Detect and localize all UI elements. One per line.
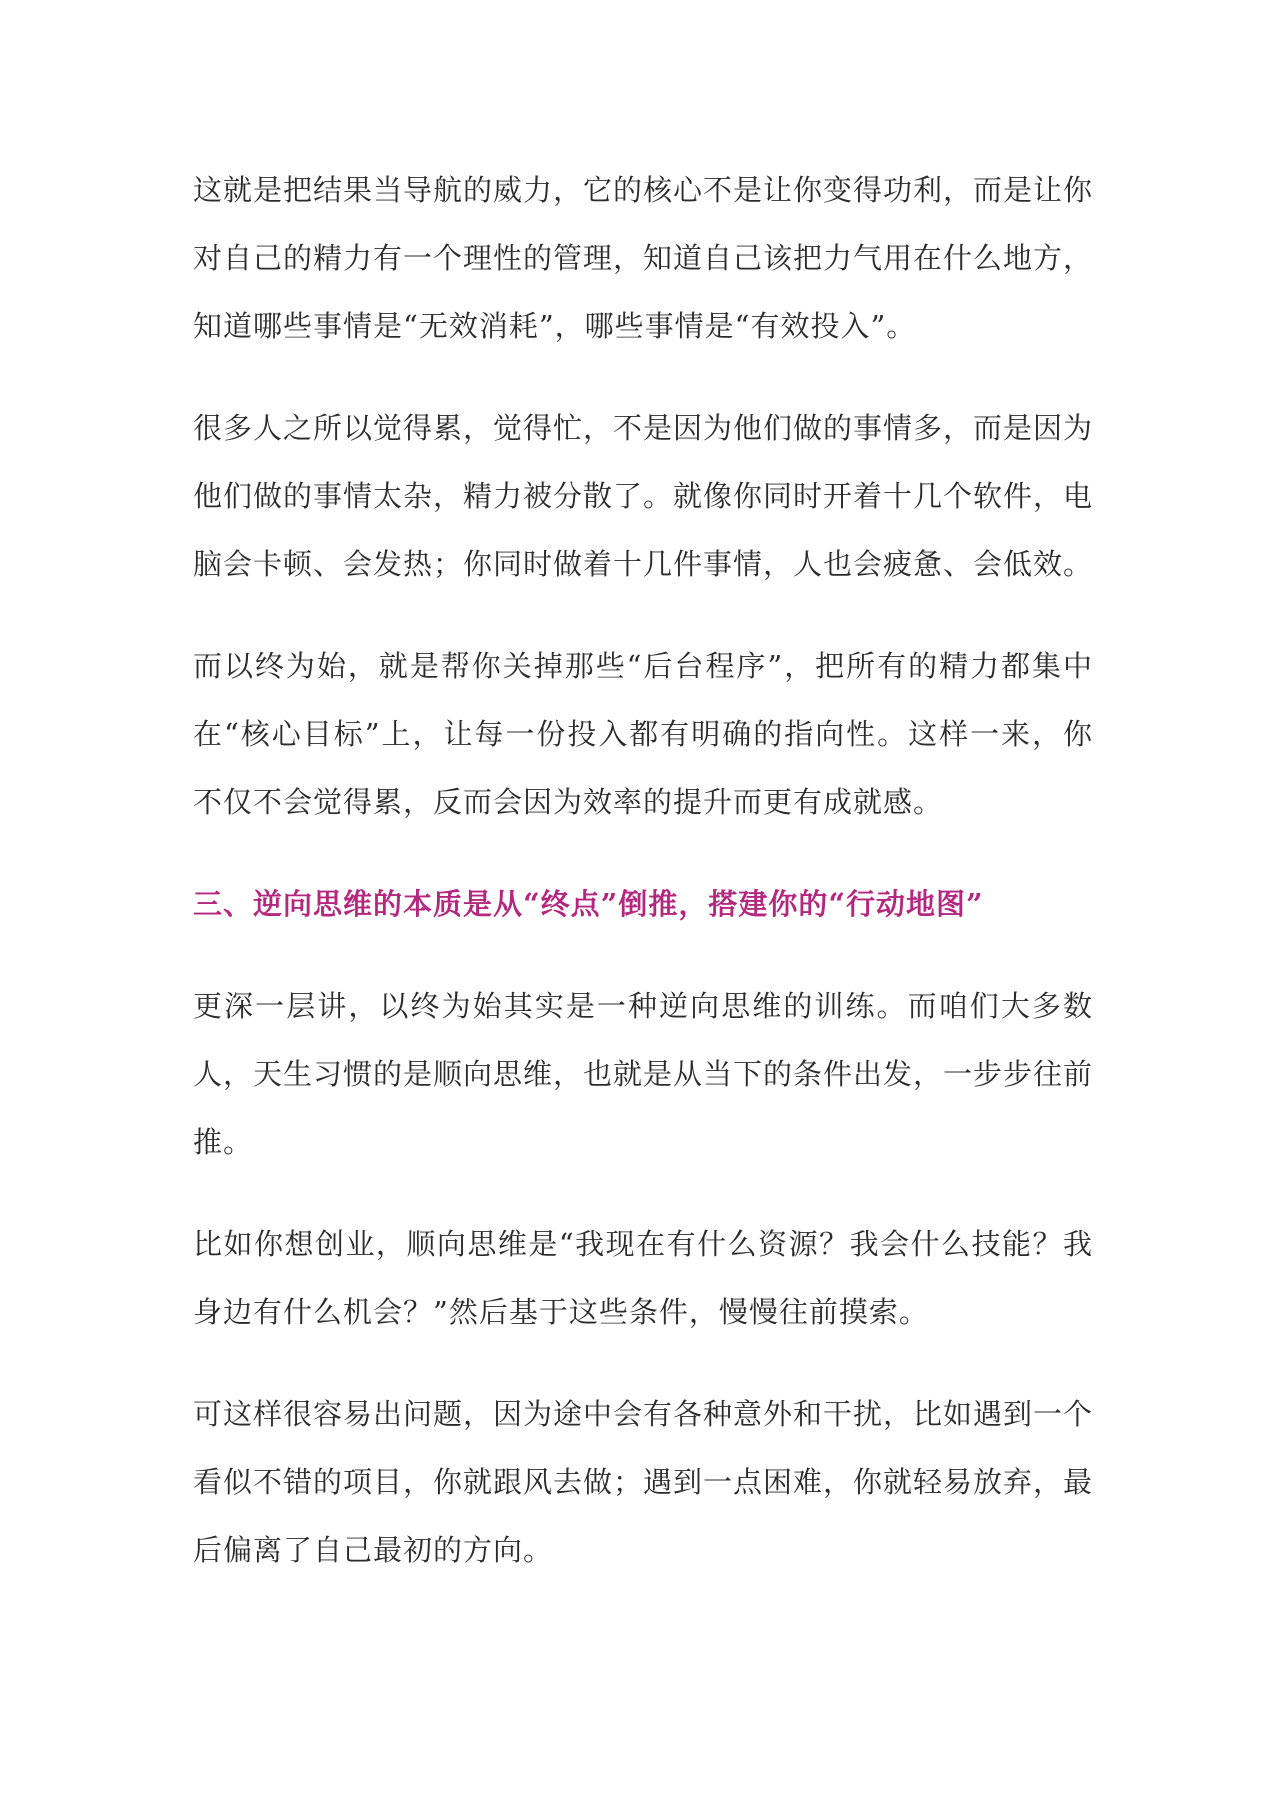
paragraph-begin-with-end: 而以终为始，就是帮你关掉那些“后台程序”，把所有的精力都集中在“核心目标”上，让每一份投入都有明确的指向性。这样一来，你不仅不会觉得累，反而会因为效率的提升而更有成就感。 <box>193 649 1093 819</box>
paragraph-startup-example: 比如你想创业，顺向思维是“我现在有什么资源？我会什么技能？我身边有什么机会？”然后基于这些条件，慢慢往前摸索。 <box>193 1227 1093 1329</box>
paragraph-result-navigation: 这就是把结果当导航的威力，它的核心不是让你变得功利，而是让你对自己的精力有一个理性的管理，知道自己该把力气用在什么地方，知道哪些事情是“无效消耗”，哪些事情是“有效投入”。 <box>193 173 1094 343</box>
paragraph-reverse-thinking: 更深一层讲，以终为始其实是一种逆向思维的训练。而咱们大多数人，天生习惯的是顺向思维，也就是从当下的条件出发，一步步往前推。 <box>193 989 1094 1159</box>
paragraph-tired-busy: 很多人之所以觉得累，觉得忙，不是因为他们做的事情多，而是因为他们做的事情太杂，精力被分散了。就像你同时开着十几个软件，电脑会卡顿、会发热；你同时做着十几件事情，人也会疲惫、会低效。 <box>193 411 1094 581</box>
document-body <box>193 156 1093 1618</box>
section-heading: 三、逆向思维的本质是从“终点”倒推，搭建你的“行动地图” <box>193 887 984 921</box>
paragraph-deviation: 可这样很容易出问题，因为途中会有各种意外和干扰，比如遇到一个看似不错的项目，你就跟风去做；遇到一点困难，你就轻易放弃，最后偏离了自己最初的方向。 <box>193 1397 1094 1567</box>
